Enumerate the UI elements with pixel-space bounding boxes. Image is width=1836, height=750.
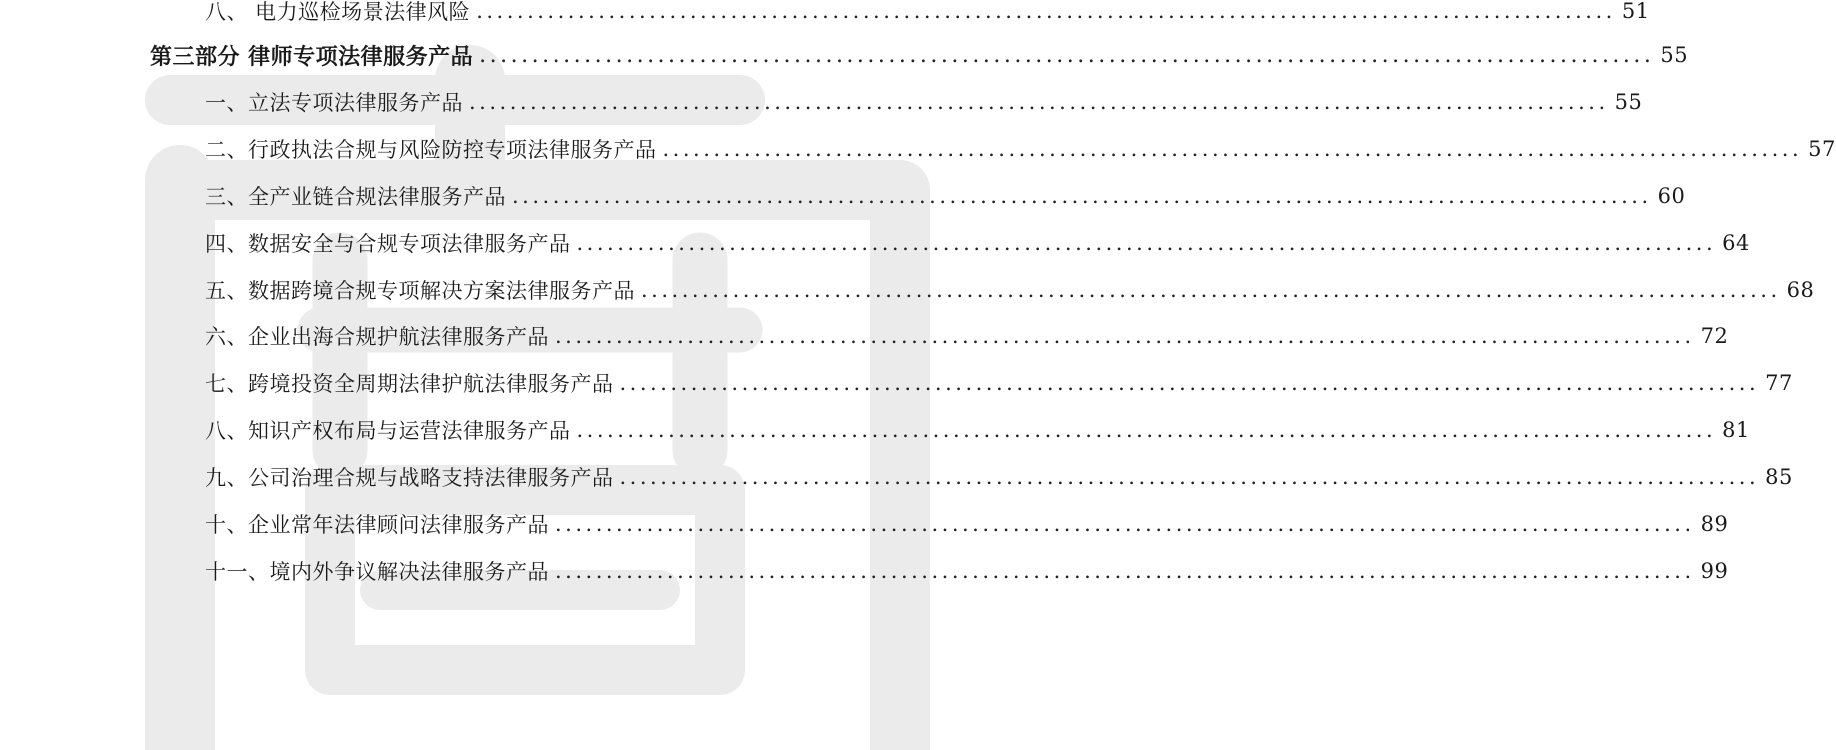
toc-entry-page: 57 [1808,137,1836,161]
toc-entry-title: 四、数据安全与合规专项法律服务产品 [205,232,571,256]
toc-entry-title: 十一、境内外争议解决法律服务产品 [205,560,549,584]
toc-entry[interactable] [205,415,1750,445]
toc-entry-page: 55 [1614,90,1643,114]
dot-leader: ................................................................................................................ [576,418,1717,442]
dot-leader: ................................................................................................................ [662,137,1803,161]
toc-entry-page: 72 [1700,324,1729,348]
dot-leader: ................................................................................................................ [469,90,1609,114]
toc-entry-prev[interactable] [205,0,1650,26]
toc-entry[interactable] [205,134,1836,164]
dot-leader: ................................................................................................................ [641,278,1781,302]
dot-leader: ................................................................................................................ [576,231,1717,255]
toc-entry-page: 68 [1786,278,1815,302]
toc-entry-title: 十、企业常年法律顾问法律服务产品 [205,513,549,537]
toc-entry[interactable] [205,275,1815,305]
toc-entry[interactable] [205,87,1643,117]
toc-entry-page: 51 [1621,0,1650,23]
toc-entry-page: 60 [1657,184,1686,208]
section-page: 55 [1660,43,1689,67]
toc-entry-title: 八、 电力巡检场景法律风险 [205,0,471,24]
toc-entry-title: 二、行政执法合规与风险防控专项法律服务产品 [205,138,657,162]
toc-entry-page: 85 [1765,465,1793,489]
dot-leader: ................................................................................................................ [619,465,1760,489]
dot-leader: ................................................................................................................ [555,512,1695,536]
toc-entry[interactable] [205,181,1686,211]
toc-entry-title: 九、公司治理合规与战略支持法律服务产品 [205,466,614,490]
toc-entry-title: 三、全产业链合规法律服务产品 [205,185,506,209]
dot-leader: ................................................................................................................ [555,324,1695,348]
toc-entry-page: 77 [1765,371,1793,395]
toc-entry-title: 六、企业出海合规护航法律服务产品 [205,325,549,349]
dot-leader: ................................................................................................................ [476,0,1616,23]
toc-entry-title: 八、知识产权布局与运营法律服务产品 [205,419,571,443]
toc-entry[interactable] [205,321,1729,351]
toc-entry[interactable] [205,556,1729,586]
toc-entry-page: 89 [1700,512,1729,536]
toc-entry-title: 七、跨境投资全周期法律护航法律服务产品 [205,372,614,396]
toc-entry-title: 五、数据跨境合规专项解决方案法律服务产品 [205,279,635,303]
toc-section-heading[interactable] [150,40,1689,70]
toc-entry[interactable] [205,368,1793,398]
dot-leader: ................................................................................................................ [555,559,1695,583]
toc-entry-page: 99 [1700,559,1729,583]
toc-entry-page: 64 [1722,231,1750,255]
section-title: 第三部分 律师专项法律服务产品 [150,44,474,70]
toc-entry-title: 一、立法专项法律服务产品 [205,91,463,115]
dot-leader: ................................................................................................................ [479,42,1655,68]
toc-entry[interactable] [205,509,1729,539]
dot-leader: ................................................................................................................ [512,184,1652,208]
toc-entry[interactable] [205,462,1793,492]
toc-entry-page: 81 [1722,418,1750,442]
toc-entry[interactable] [205,228,1750,258]
dot-leader: ................................................................................................................ [619,371,1760,395]
